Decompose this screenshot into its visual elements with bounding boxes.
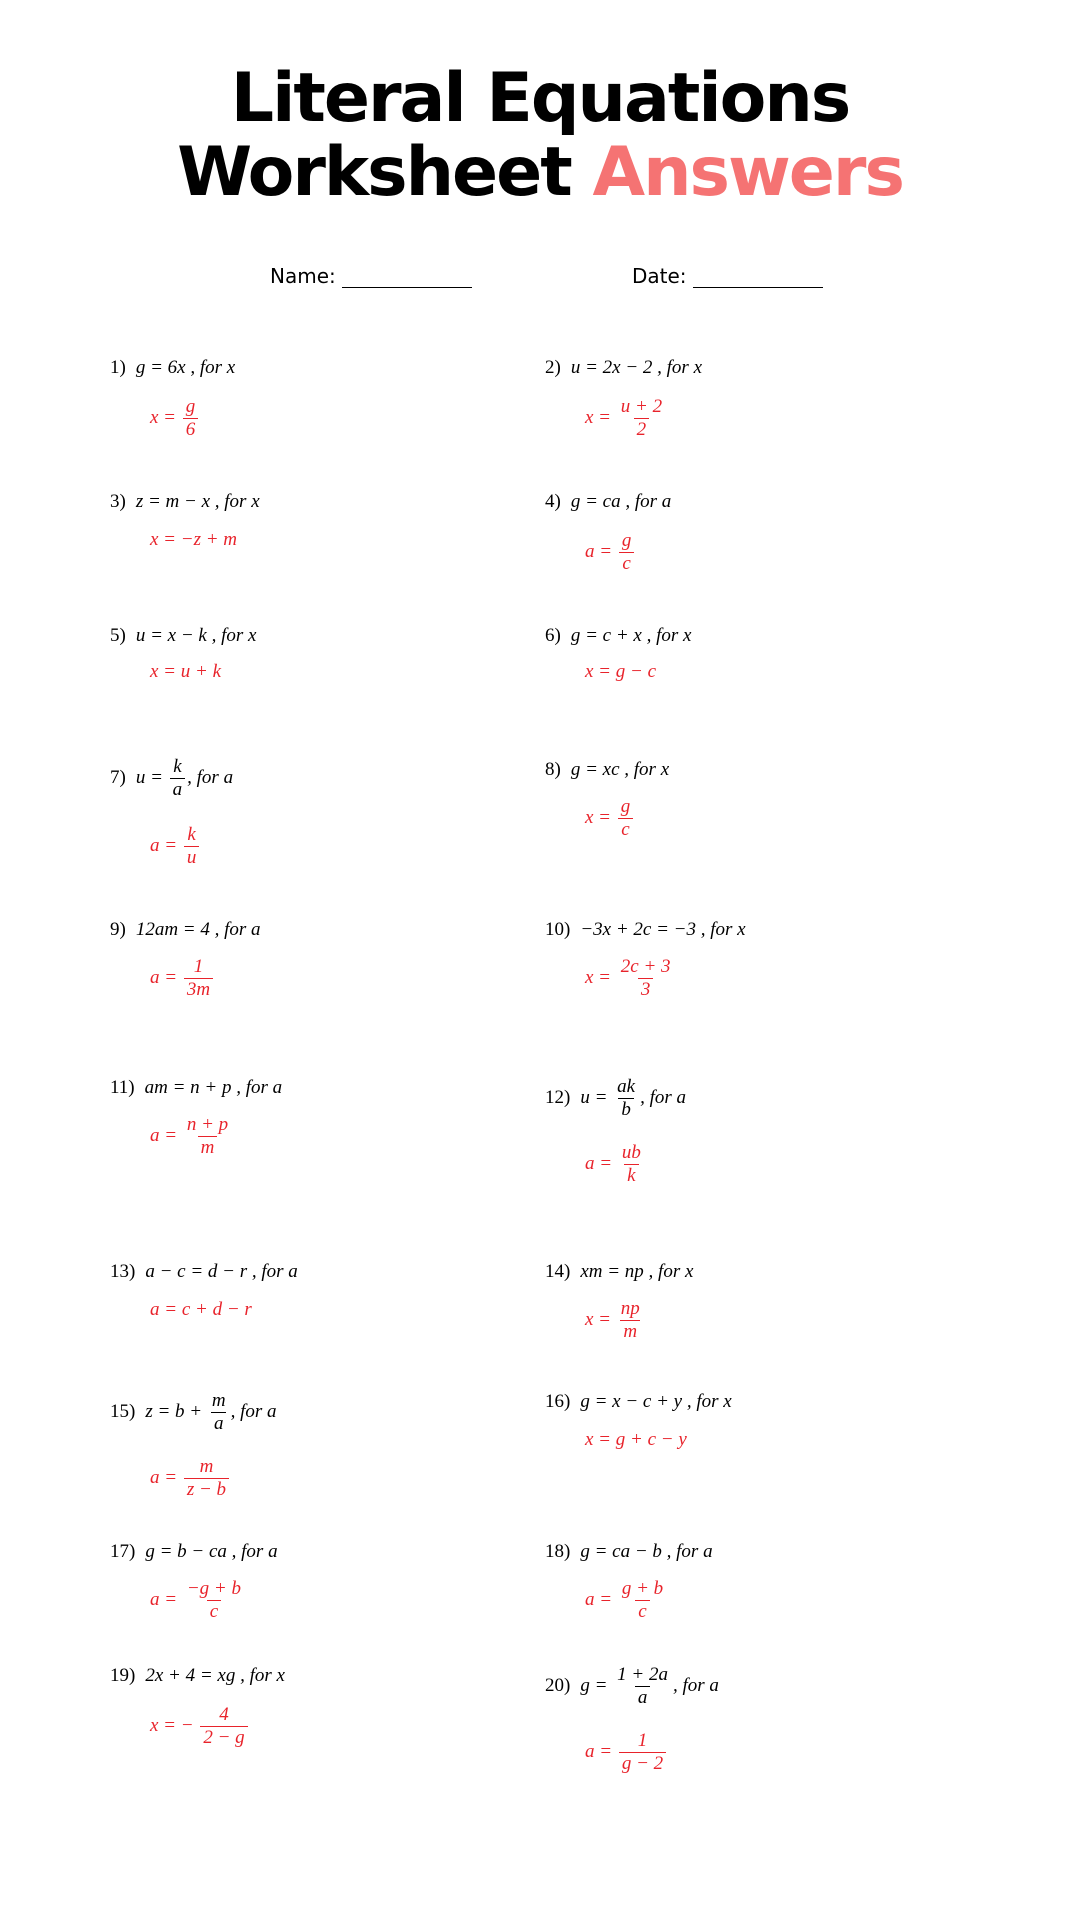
answer-9: a = $\frac{1}{3m}$ (150, 956, 215, 1001)
problem-equation: z = m − x , for x (135, 491, 260, 512)
problem-10 (545, 918, 746, 942)
equation-fraction: $\frac{k}{a}$ (170, 756, 186, 801)
title-accent: Answers (592, 133, 903, 212)
worksheet-title-line2 (0, 133, 1080, 212)
problem-equation: am = n + p , for a (144, 1077, 283, 1098)
answer-fraction: $\frac{g}{c}$ (619, 530, 635, 575)
answer-1: x = $\frac{g}{6}$ (150, 396, 200, 441)
problem-equation: 2x + 4 = xg , for x (145, 1665, 285, 1686)
name-blank-line[interactable] (342, 267, 472, 288)
problem-equation: g = xc , for x (570, 759, 670, 780)
problem-9 (110, 918, 261, 942)
answer-6: x = g − c (585, 661, 657, 682)
title-prefix: Worksheet (177, 133, 571, 212)
problem-equation: g = c + x , for x (570, 625, 692, 646)
answer-fraction: $\frac{g + b}{c}$ (621, 1578, 664, 1622)
answer-12: a = $\frac{ub}{k}$ (585, 1142, 646, 1187)
answer-15: a = $\frac{m}{z - b}$ (150, 1456, 231, 1501)
problem-equation: u = 2x − 2 , for x (570, 357, 703, 378)
answer-8: x = $\frac{g}{c}$ (585, 796, 635, 841)
answer-fraction: $\frac{u + 2}{2}$ (620, 396, 663, 440)
problem-19 (110, 1664, 285, 1688)
problem-equation: g = ca − b , for a (580, 1541, 713, 1562)
answer-11: a = $\frac{n + p}{m}$ (150, 1114, 233, 1159)
problem-number: 13) (110, 1261, 136, 1282)
problem-number: 5) (110, 625, 126, 646)
problem-1 (110, 356, 235, 380)
problem-13 (110, 1260, 298, 1284)
problem-equation: g = 6x , for x (135, 357, 236, 378)
answer-fraction: $\frac{k}{u}$ (184, 824, 200, 869)
problem-2 (545, 356, 702, 380)
problem-equation: 12am = 4 , for a (135, 919, 261, 940)
answer-18: a = $\frac{g + b}{c}$ (585, 1578, 668, 1623)
answer-4: a = $\frac{g}{c}$ (585, 530, 636, 575)
answer-13: a = c + d − r (150, 1299, 252, 1320)
problem-equation: g = x − c + y , for x (580, 1391, 732, 1412)
problem-number: 2) (545, 357, 561, 378)
answer-3: x = −z + m (150, 529, 238, 550)
problem-17 (110, 1540, 278, 1564)
answer-fraction: $\frac{1}{g - 2}$ (619, 1730, 666, 1775)
problem-number: 7) (110, 766, 126, 788)
answer-7: a = $\frac{k}{u}$ (150, 824, 201, 869)
problem-number: 15) (110, 1400, 136, 1422)
problem-equation: g = b − ca , for a (145, 1541, 278, 1562)
problem-3 (110, 490, 260, 514)
problem-number: 12) (545, 1086, 571, 1108)
answer-fraction: $\frac{np}{m}$ (620, 1298, 640, 1342)
problem-number: 10) (545, 919, 571, 940)
equation-fraction: $\frac{1 + 2a}{a}$ (617, 1664, 668, 1708)
problem-number: 9) (110, 919, 126, 940)
answer-fraction: $\frac{ub}{k}$ (621, 1142, 641, 1186)
problem-equation: a − c = d − r , for a (145, 1261, 298, 1282)
answer-fraction: $\frac{1}{3m}$ (184, 956, 213, 1001)
problem-equation: u = x − k , for x (135, 625, 257, 646)
answer-2: x = $\frac{u + 2}{2}$ (585, 396, 667, 441)
problem-16 (545, 1390, 732, 1414)
answer-fraction: $\frac{m}{z - b}$ (184, 1456, 229, 1501)
date-label: Date: (632, 264, 687, 288)
answer-19: x = − $\frac{4}{2 - g}$ (150, 1704, 250, 1749)
name-label: Name: (270, 264, 336, 288)
problem-15: 15) z = b + $\frac{m}{a}$ , for a (110, 1390, 277, 1434)
answer-16: x = g + c − y (585, 1429, 687, 1450)
problem-number: 11) (110, 1077, 135, 1098)
problem-number: 6) (545, 625, 561, 646)
answer-14: x = $\frac{np}{m}$ (585, 1298, 645, 1343)
problem-number: 4) (545, 491, 561, 512)
problem-12: 12) u = $\frac{ak}{b}$ , for a (545, 1076, 687, 1120)
answer-fraction: $\frac{4}{2 - g}$ (200, 1704, 247, 1749)
problem-number: 8) (545, 759, 561, 780)
problem-number: 1) (110, 357, 126, 378)
equation-fraction: $\frac{ak}{b}$ (617, 1076, 636, 1120)
problem-number: 16) (545, 1391, 571, 1412)
problem-number: 20) (545, 1674, 571, 1696)
problem-7: 7) u = $\frac{k}{a}$ , for a (110, 756, 234, 800)
worksheet-title-line1: Literal Equations (230, 59, 850, 138)
answer-fraction: $\frac{g}{c}$ (618, 796, 634, 841)
problem-5 (110, 624, 256, 648)
answer-5: x = u + k (150, 661, 222, 682)
date-field (632, 264, 823, 288)
equation-fraction: $\frac{m}{a}$ (211, 1390, 226, 1434)
problem-8 (545, 758, 669, 782)
answer-fraction: $\frac{-g + b}{c}$ (186, 1578, 241, 1622)
answer-fraction: $\frac{2c + 3}{3}$ (620, 956, 671, 1000)
answer-10: x = $\frac{2c + 3}{3}$ (585, 956, 676, 1001)
problem-6 (545, 624, 691, 648)
problem-4 (545, 490, 671, 514)
problem-equation: g = ca , for a (570, 491, 672, 512)
problem-equation: xm = np , for x (580, 1261, 694, 1282)
problem-11 (110, 1076, 282, 1100)
answer-17: a = $\frac{-g + b}{c}$ (150, 1578, 246, 1623)
date-blank-line[interactable] (693, 267, 823, 288)
answer-fraction: $\frac{n + p}{m}$ (186, 1114, 229, 1158)
answer-fraction: $\frac{g}{6}$ (183, 396, 199, 441)
answer-20: a = $\frac{1}{g - 2}$ (585, 1730, 668, 1775)
problem-number: 3) (110, 491, 126, 512)
problem-equation: −3x + 2c = −3 , for x (580, 919, 746, 940)
problem-number: 18) (545, 1541, 571, 1562)
name-field (270, 264, 472, 288)
problem-number: 19) (110, 1665, 136, 1686)
problem-18 (545, 1540, 713, 1564)
problem-20: 20) g = $\frac{1 + 2a}{a}$ , for a (545, 1664, 719, 1708)
problem-number: 17) (110, 1541, 136, 1562)
problem-14 (545, 1260, 693, 1284)
problem-number: 14) (545, 1261, 571, 1282)
